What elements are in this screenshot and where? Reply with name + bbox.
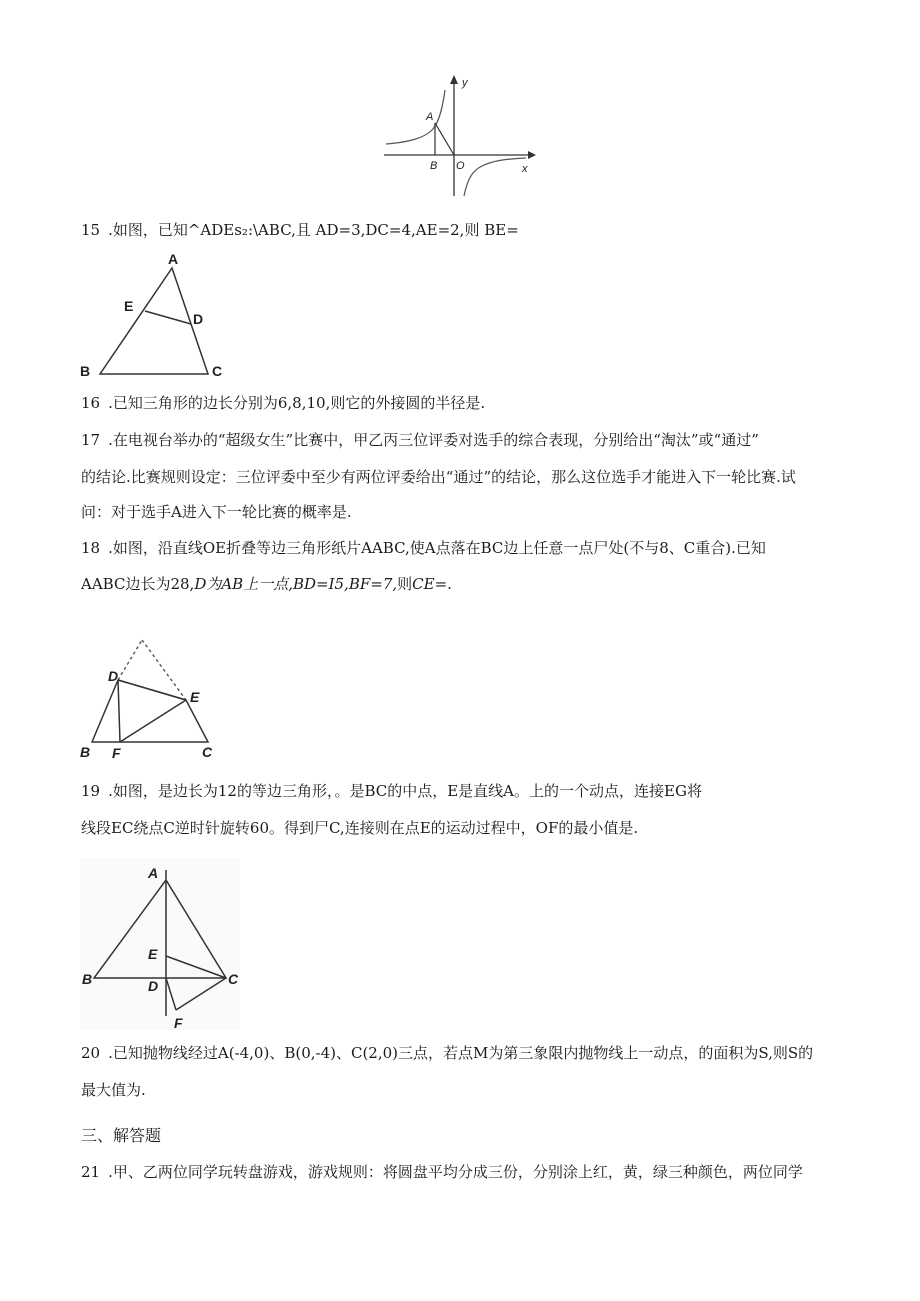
label-b: B [430, 160, 438, 172]
label-a: A [148, 865, 159, 881]
question-number: 17 [81, 431, 101, 449]
question-17-line-3: 问：对于选手A进入下一轮比赛的概率是. [81, 503, 352, 521]
triangle-figure-15 [78, 250, 228, 382]
question-20-line-1 [81, 1043, 813, 1063]
triangle-figure-19 [78, 856, 244, 1036]
label-x: x [522, 163, 528, 175]
question-text: .甲、乙两位同学玩转盘游戏，游戏规则：将圆盘平均分成三份，分别涂上红，黄，绿三种颜色，两位同学 [108, 1163, 803, 1181]
dashed-folded-left [118, 640, 142, 680]
question-text: .在电视台举办的“超级女生”比赛中，甲乙丙三位评委对选手的综合表现，分别给出“淘汰”或“通过” [108, 431, 759, 449]
label-c: C [202, 744, 213, 760]
question-15 [81, 220, 519, 240]
question-16 [81, 393, 485, 413]
label-c: C [212, 363, 223, 379]
label-y: y [462, 77, 468, 89]
hyperbola-figure [380, 72, 540, 202]
label-b: B [80, 744, 91, 760]
question-text: .如图，是边长为12的等边三角形，。是BC的中点，E是直线A。上的一个动点，连接EG将 [108, 782, 702, 800]
question-17-line-2: 的结论.比赛规则设定：三位评委中至少有两位评委给出“通过”的结论，那么这位选手才能进入下一轮比赛.试 [81, 468, 796, 486]
label-d: D [148, 978, 159, 994]
label-d: D [108, 668, 119, 684]
label-a: A [426, 111, 434, 123]
label-d: D [193, 311, 204, 327]
hyperbola-branch-left [386, 90, 445, 144]
label-b: B [82, 971, 93, 987]
label-e: E [148, 946, 158, 962]
segment-ao [435, 123, 454, 155]
text-part-italic: D为AB上一点,BD=I5,BF=7, [194, 575, 398, 593]
label-c: C [228, 971, 239, 987]
segment-fe [120, 700, 186, 742]
question-number: 16 [81, 394, 101, 412]
question-number: 20 [81, 1044, 101, 1062]
question-19-line-2: 线段EC绕点C逆时针旋转60。得到尸C,连接则在点E的运动过程中，OF的最小值是. [81, 819, 639, 837]
question-text: .如图，已知^ADEs₂:\ABC,且 AD=3,DC=4,AE=2,则 BE= [108, 221, 519, 239]
question-number: 18 [81, 539, 101, 557]
text-part-italic: CE=. [412, 575, 452, 593]
question-number: 19 [81, 782, 101, 800]
segment-de [118, 680, 186, 700]
question-20-line-2: 最大值为. [81, 1081, 146, 1099]
text-part: AABC边长为28, [81, 575, 195, 593]
question-number: 15 [81, 221, 101, 239]
question-18-line-1 [81, 538, 766, 558]
label-f: F [112, 745, 121, 761]
question-18-line-2 [81, 574, 452, 594]
figure-background [80, 858, 240, 1030]
label-a: A [168, 251, 179, 267]
question-number: 21 [81, 1163, 101, 1181]
label-e: E [190, 689, 200, 705]
dashed-folded-right [142, 640, 186, 700]
segment-ed [145, 311, 191, 324]
text-part: 则 [397, 575, 413, 593]
question-19-line-1 [81, 781, 702, 801]
question-text: .如图，沿直线OE折叠等边三角形纸片AABC,使A点落在BC边上任意一点尸处(不与8、C重合).已知 [108, 539, 766, 557]
question-text: .已知抛物线经过A(-4,0)、B(0,-4)、C(2,0)三点，若点M为第三象限内抛物线上一动点，的面积为S,则S的 [108, 1044, 814, 1062]
label-f: F [174, 1015, 183, 1031]
segment-df [118, 680, 120, 742]
hyperbola-branch-right [464, 158, 526, 196]
triangle-figure-18 [76, 636, 226, 766]
label-b: B [80, 363, 91, 379]
question-text: .已知三角形的边长分别为6,8,10,则它的外接圆的半径是. [108, 394, 486, 412]
y-axis-arrow [450, 75, 458, 84]
question-17-line-1 [81, 430, 759, 450]
label-e: E [124, 298, 134, 314]
section-heading: 三、解答题 [81, 1126, 162, 1145]
x-axis-arrow [528, 151, 536, 159]
question-21-line-1 [81, 1162, 803, 1182]
triangle-abc [100, 268, 208, 374]
label-o: O [456, 160, 465, 172]
